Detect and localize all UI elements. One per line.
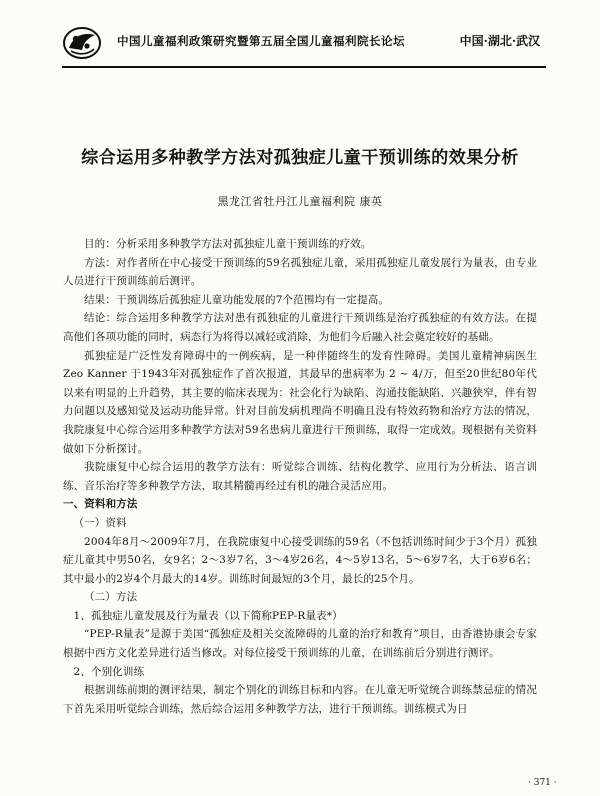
body-paragraph: 结论：综合运用多种教学方法对患有孤独症的儿童进行干预训练是治疗孤独症的有效方法。在提高他们各项功能的同时，病态行为将得以减轻或消除，为他们今后融入社会奠定较好的基础。 <box>63 312 537 343</box>
section-heading: （二）方法 <box>84 591 138 604</box>
page-number: · 371 · <box>528 778 557 788</box>
running-header <box>62 22 546 68</box>
body-paragraph: 结果：干预训练后孤独症儿童功能发展的7个范围均有一定提高。 <box>84 293 390 306</box>
body-paragraph: 孤独症是广泛性发育障碍中的一例疾病，是一种伴随终生的发育性障碍。美国儿童精神病医生 Zeo Kanner 于1943年对孤独症作了首次报道，其最早的患病率为 2 ~ 4/万，但至20世纪80年代以来有明显的上升趋势，其主要的临床表现为：社会化行为缺陷、沟通技能缺陷、兴趣狭窄，伴有智力问题以及感知觉及运动功能异常。针对目前发病机理尚不明确且没有特效药物和治疗方法的情况，我院康复中心综合运用多种教学方法对59名患病儿童进行干预训练，取得一定成效。现根据有关资料做如下分析探讨。 <box>63 349 537 455</box>
article-body <box>63 235 537 718</box>
section-heading: 1、孤独症儿童发展及行为量表（以下简称PEP-R量表*） <box>73 609 343 622</box>
body-paragraph: “PEP-R量表”是源于美国“孤独症及相关交流障碍的儿童的治疗和教育”项目，由香港协康会专家根据中西方文化差异进行适当修改。对每位接受干预训练的儿童，在训练前后分别进行测评。 <box>63 628 537 660</box>
body-paragraph: 我院康复中心综合运用的教学方法有：听觉综合训练、结构化教学、应用行为分析法、语言训练、音乐治疗等多种教学方法，取其精髓再经过有机的融合灵活应用。 <box>63 461 537 492</box>
body-paragraph: 方法：对作者所在中心接受干预训练的59名孤独症儿童，采用孤独症儿童发展行为量表，由专业人员进行干预训练前后测评。 <box>63 256 537 288</box>
body-paragraph: 2004年8月～2009年7月，在我院康复中心接受训练的59名（不包括训练时间少于3个月）孤独症儿童其中男50名，女9名；2～3岁7名，3～4岁26名，4～5岁13名，5～6岁7名，大于6岁6名；其中最小的2岁4个月最大的14岁。训练时间最短的3个月，最长的25个月。 <box>63 535 537 585</box>
conference-logo-icon <box>62 26 102 60</box>
section-heading: （一）资料 <box>73 516 127 529</box>
body-paragraph: 目的：分析采用多种教学方法对孤独症儿童干预训练的疗效。 <box>84 238 372 250</box>
section-heading: 一、资料和方法 <box>63 498 138 511</box>
header-location: 中国·湖北·武汉 <box>459 34 540 48</box>
header-title: 中国儿童福利政策研究暨第五届全国儿童福利院长论坛 <box>117 34 405 48</box>
body-paragraph: 根据训练前期的测评结果，制定个别化的训练目标和内容。在儿童无听觉统合训练禁忌症的情况下首先采用听觉综合训练，然后综合运用多种教学方法，进行干预训练。训练模式为日 <box>63 684 537 715</box>
article-author: 黑龙江省牡丹江儿童福利院 康英 <box>217 195 383 208</box>
article-title: 综合运用多种教学方法对孤独症儿童干预训练的效果分析 <box>81 148 519 168</box>
section-heading: 2、个别化训练 <box>73 665 145 678</box>
